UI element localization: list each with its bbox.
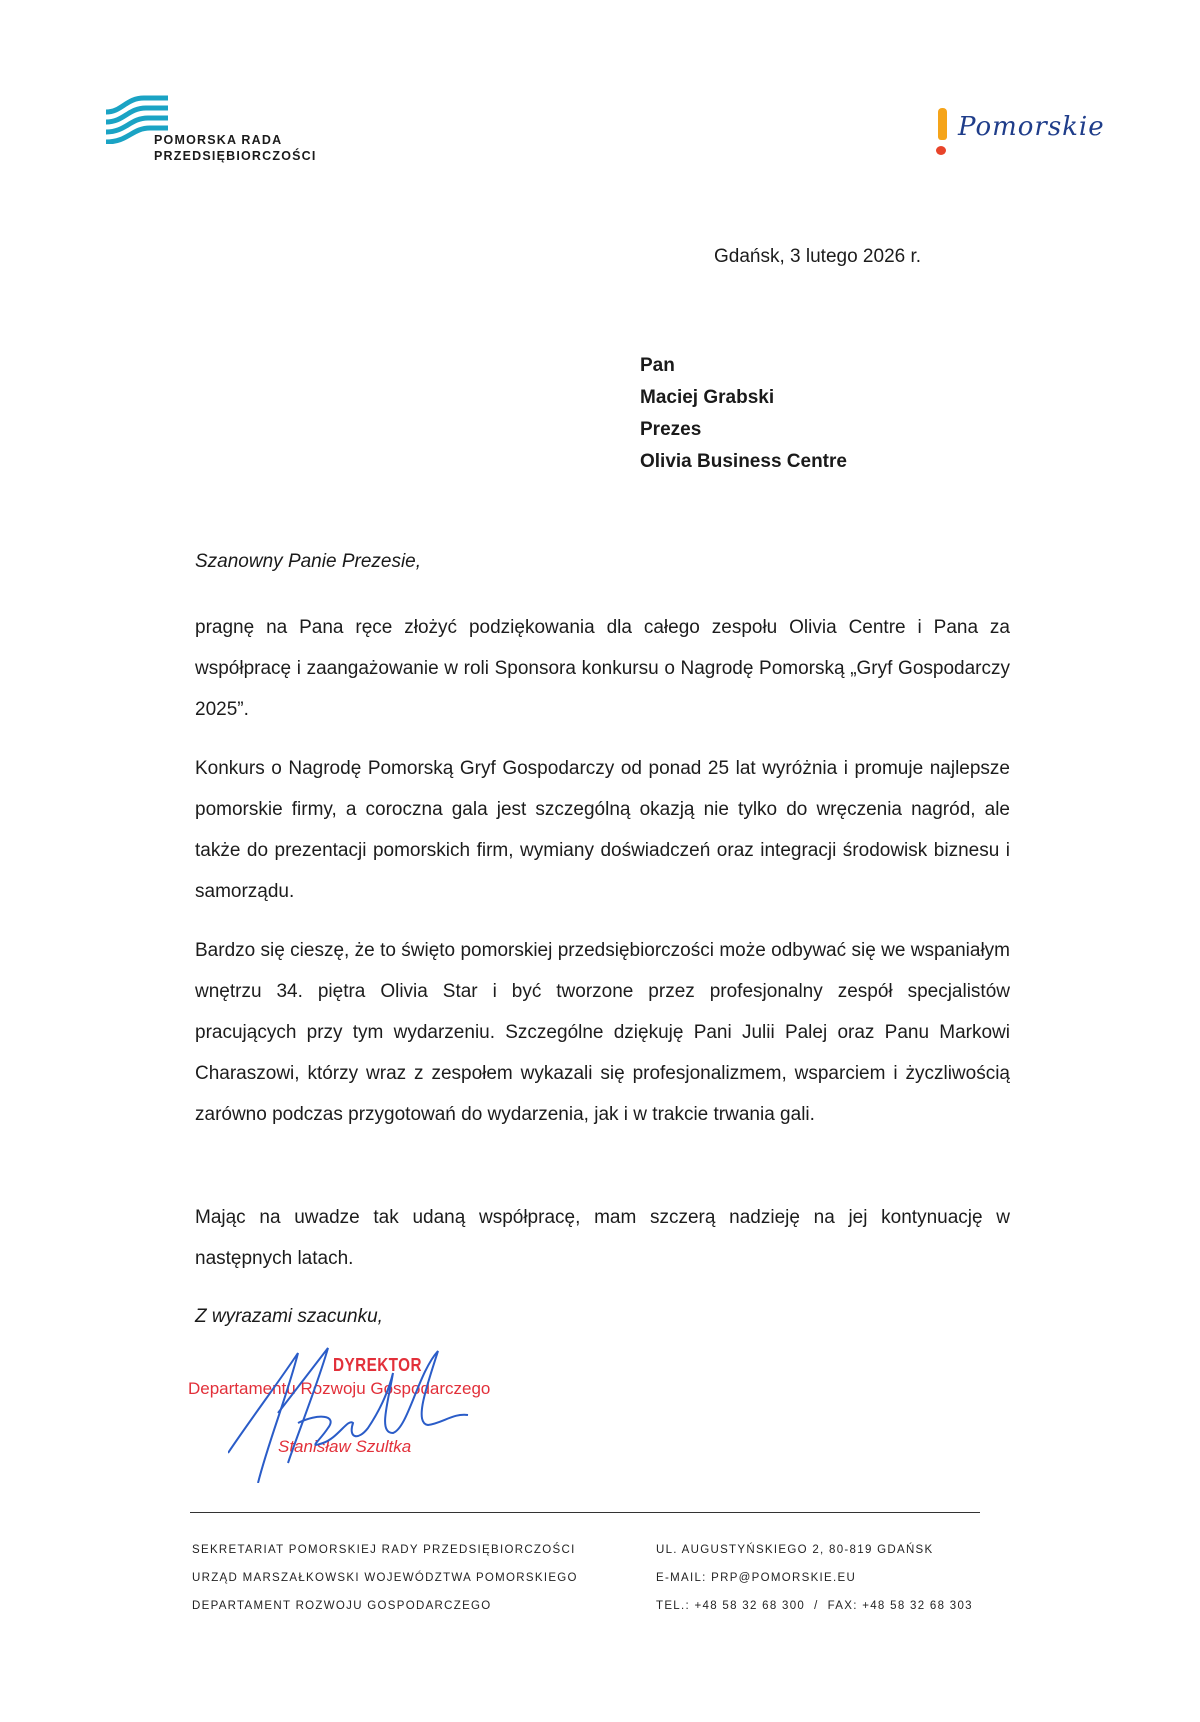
- org-name-line2: PRZEDSIĘBIORCZOŚCI: [154, 149, 317, 163]
- official-stamp: [188, 1355, 548, 1485]
- salutation: Szanowny Panie Prezesie,: [195, 551, 422, 572]
- footer-email: E-MAIL: PRP@POMORSKIE.EU: [656, 1572, 857, 1584]
- paragraph-2: Konkurs o Nagrodę Pomorską Gryf Gospodarczy od ponad 25 lat wyróżnia i promuje najlepsze pomorskie firmy, a coroczna gala jest szczególną okazją nie tylko do wręczenia nagród, ale także do prezentacji pomorskich firm, wymiany doświadczeń oraz integracji środowisk biznesu i samorządu.: [195, 758, 1010, 902]
- recipient-company: Olivia Business Centre: [640, 451, 847, 472]
- recipient-name: Maciej Grabski: [640, 387, 775, 408]
- signature-icon: [228, 1343, 488, 1483]
- recipient-title: Pan: [640, 355, 675, 376]
- region-logo: [930, 100, 1110, 170]
- footer-organization: [192, 1536, 578, 1620]
- stamp-department: Departamentu Rozwoju Gospodarczego: [188, 1379, 491, 1398]
- exclamation-mark-icon: [938, 108, 947, 140]
- recipient-block: [640, 350, 847, 478]
- place-date: Gdańsk, 3 lutego 2026 r.: [714, 246, 922, 267]
- footer-address: UL. AUGUSTYŃSKIEGO 2, 80-819 GDAŃSK: [656, 1544, 934, 1556]
- org-name-line1: POMORSKA RADA: [154, 133, 283, 147]
- exclamation-dot-icon: [936, 146, 946, 155]
- org-name: [154, 132, 317, 164]
- footer-contact: [656, 1536, 973, 1620]
- paragraph-3: Bardzo się cieszę, że to święto pomorskiej przedsiębiorczości może odbywać się we wspaniałym wnętrzu 34. piętra Olivia Star i być tworzone przez profesjonalny zespół specjalistów pracujących przy tym wydarzeniu. Szczególne dziękuję Pani Julii Palej oraz Panu Markowi Charaszowi, którzy wraz z zespołem wykazali się profesjonalizmem, wsparciem i życzliwością zarówno podczas przygotowań do wydarzenia, jak i w trakcie trwania gali.: [195, 940, 1010, 1125]
- stamp-title: DYREKTOR: [333, 1355, 422, 1375]
- closing: Z wyrazami szacunku,: [195, 1306, 383, 1327]
- paragraph-1: pragnę na Pana ręce złożyć podziękowania dla całego zespołu Olivia Centre i Pana za współpracę i zaangażowanie w roli Sponsora konkursu o Nagrodę Pomorską „Gryf Gospodarczy 2025”.: [195, 617, 1010, 720]
- region-logo-text: Pomorskie: [958, 112, 1105, 142]
- footer-line: DEPARTAMENT ROZWOJU GOSPODARCZEGO: [192, 1600, 492, 1612]
- footer-line: URZĄD MARSZAŁKOWSKI WOJEWÓDZTWA POMORSKIEGO: [192, 1572, 578, 1584]
- stamp-name: Stanisław Szultka: [278, 1437, 412, 1456]
- paragraph-4: Mając na uwadze tak udaną współpracę, mam szczerą nadzieję na jej kontynuację w następnych latach.: [195, 1207, 1010, 1269]
- footer-phone-fax: TEL.: +48 58 32 68 300 / FAX: +48 58 32 68 303: [656, 1600, 973, 1612]
- footer-line: SEKRETARIAT POMORSKIEJ RADY PRZEDSIĘBIORCZOŚCI: [192, 1544, 576, 1556]
- recipient-position: Prezes: [640, 419, 702, 440]
- footer-divider: [190, 1512, 980, 1513]
- org-logo: [104, 92, 364, 164]
